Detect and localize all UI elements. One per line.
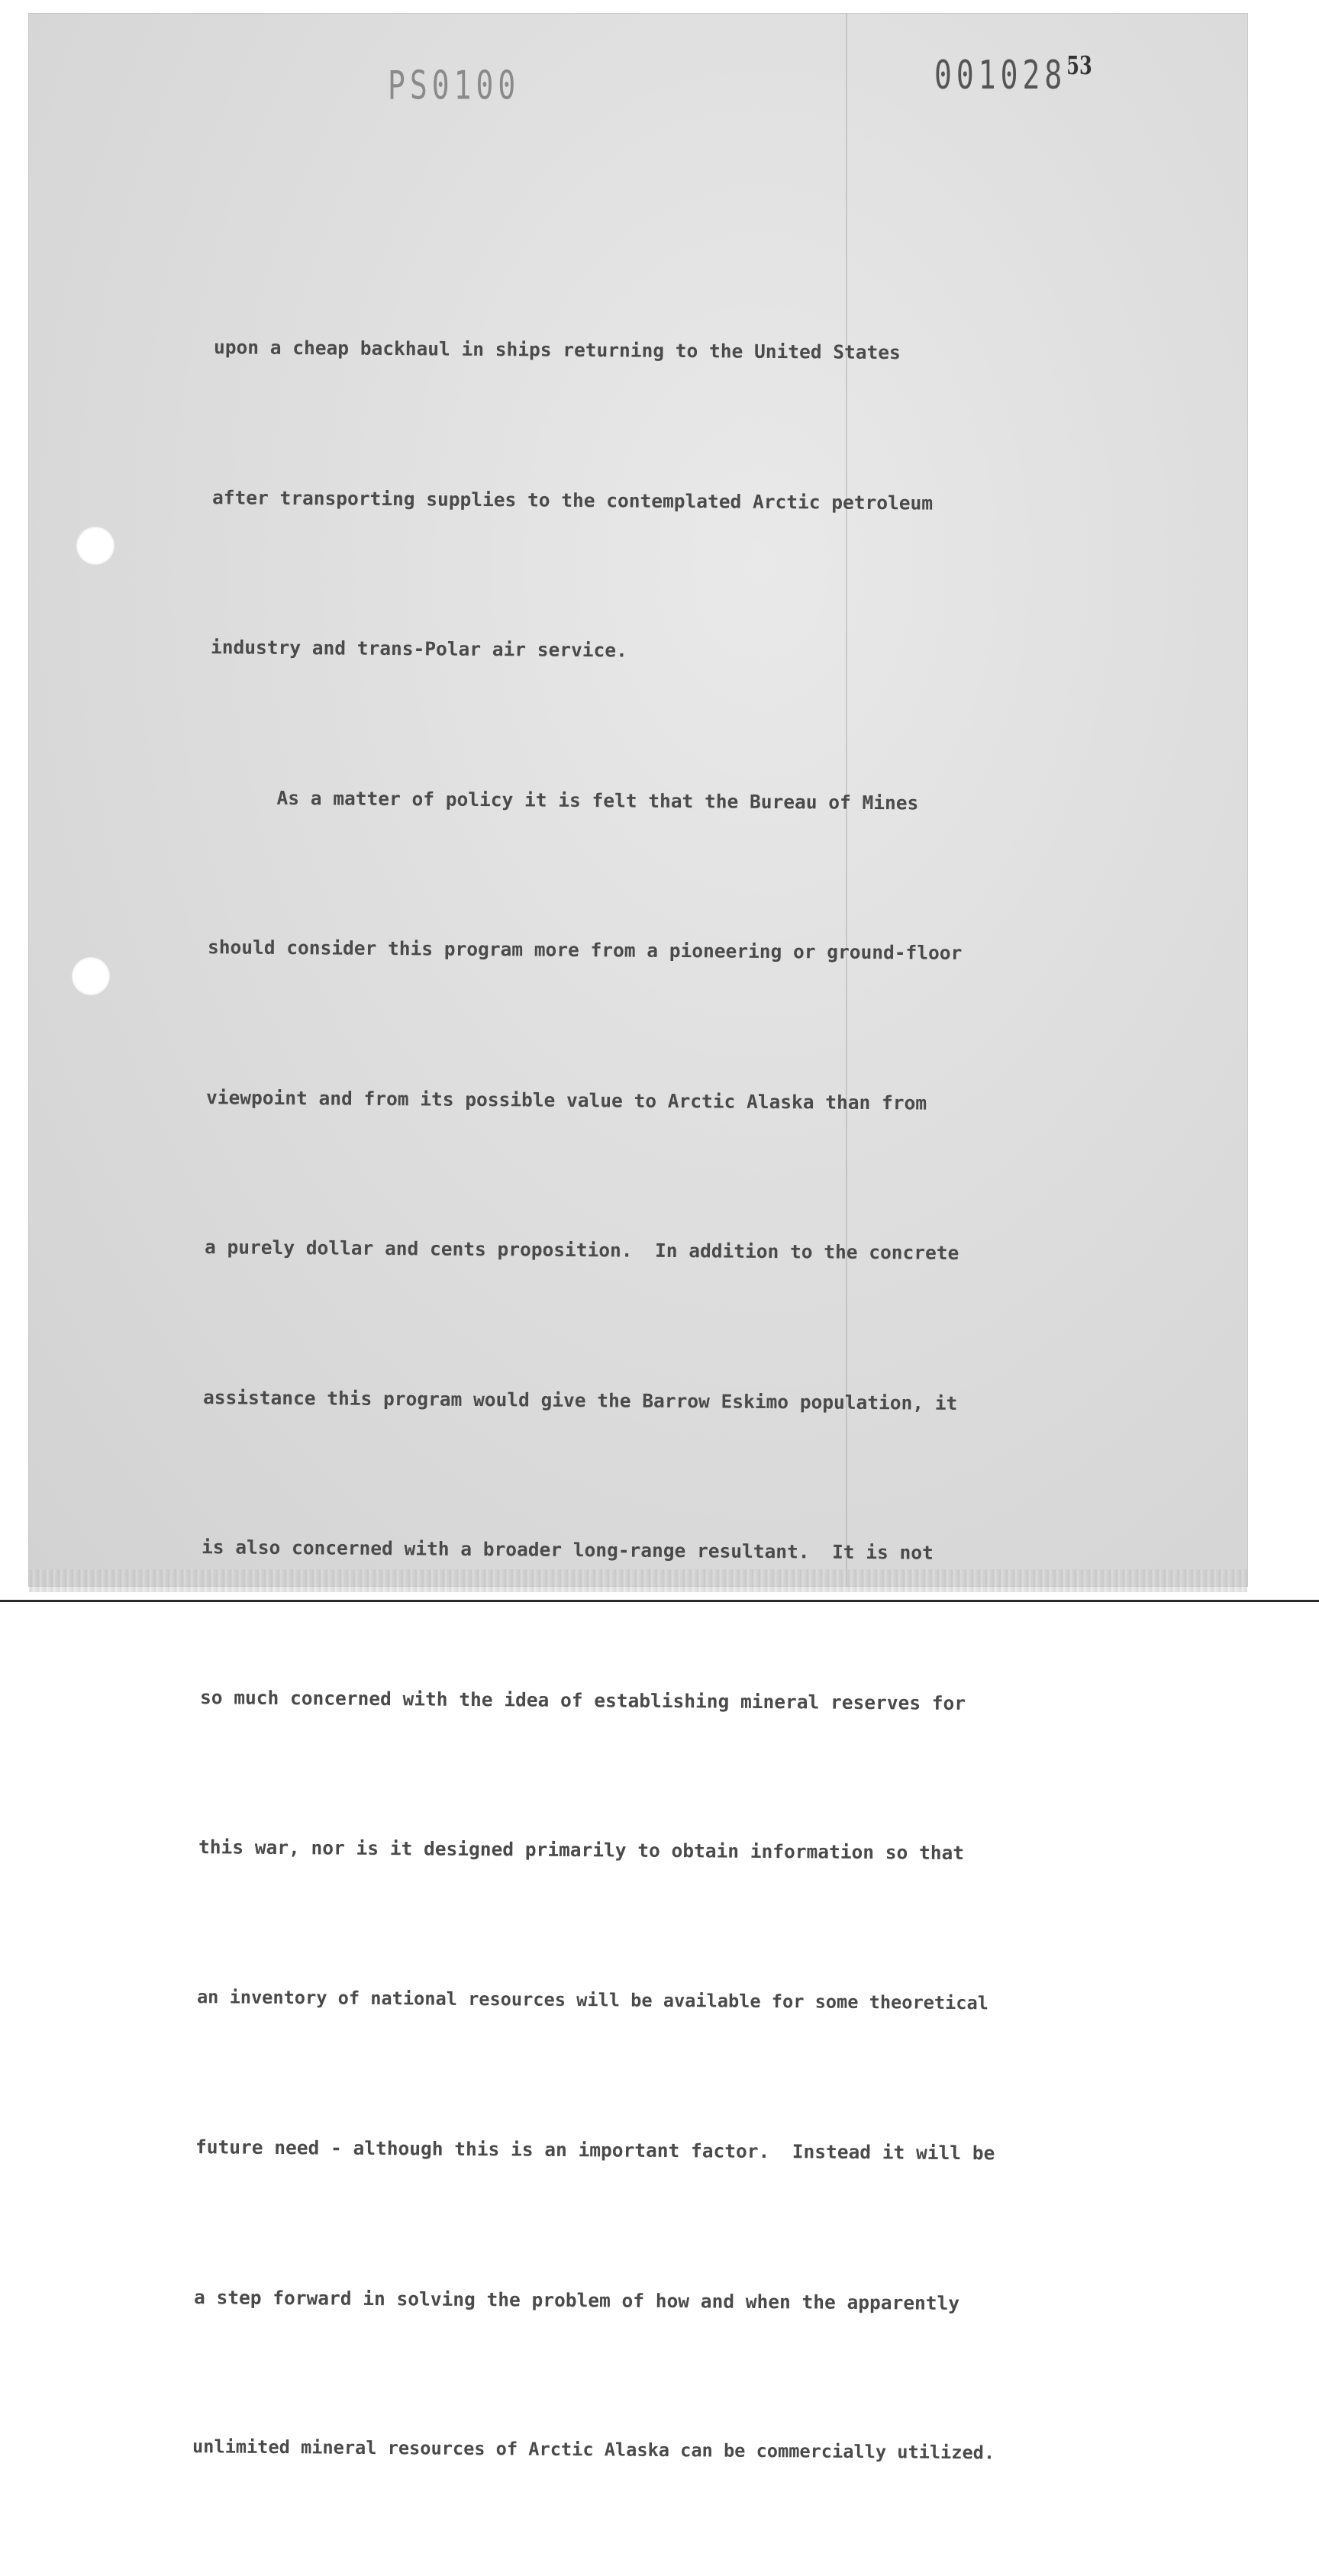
text-line: unlimited mineral resources of Arctic Alaska can be commercially utilized. xyxy=(192,2436,995,2464)
body-text xyxy=(192,226,1142,2576)
document-stamp-left xyxy=(388,63,520,108)
text-line: As a matter of policy it is felt that the Bureau of Mines xyxy=(208,785,919,814)
text-line: future need - although this is an important factor. Instead it will be xyxy=(195,2136,995,2165)
text-line: this war, nor is it designed primarily to obtain information so that xyxy=(198,1836,965,1865)
text-line: so much concerned with the idea of establishing mineral reserves for xyxy=(199,1685,966,1714)
document-stamp-right xyxy=(934,50,1092,98)
stamp-left-text: PS0100 xyxy=(388,63,521,108)
text-line: after transporting supplies to the contemplated Arctic petroleum xyxy=(211,485,934,514)
text-line: upon a cheap backhaul in ships returning to the United States xyxy=(213,336,901,364)
page-number: 53 xyxy=(1066,50,1092,81)
text-line: industry and trans-Polar air service. xyxy=(210,636,627,662)
text-line: a purely dollar and cents proposition. In addition to the concrete xyxy=(204,1236,959,1264)
stamp-right-text: 001028 xyxy=(934,52,1067,98)
text-line: assistance this program would give the Barrow Eskimo population, it xyxy=(202,1385,958,1414)
text-line: viewpoint and from its possible value to Arctic Alaska than from xyxy=(205,1085,927,1114)
text-line: is also concerned with a broader long-range resultant. It is not xyxy=(201,1536,934,1564)
text-line: an inventory of national resources will be available for some theoretical xyxy=(196,1985,989,2013)
text-line: should consider this program more from a pioneering or ground-floor xyxy=(207,936,963,964)
punch-hole-bottom xyxy=(72,957,110,995)
punch-hole-top xyxy=(76,527,114,565)
text-line: a step forward in solving the problem of how and when the apparently xyxy=(193,2285,960,2314)
